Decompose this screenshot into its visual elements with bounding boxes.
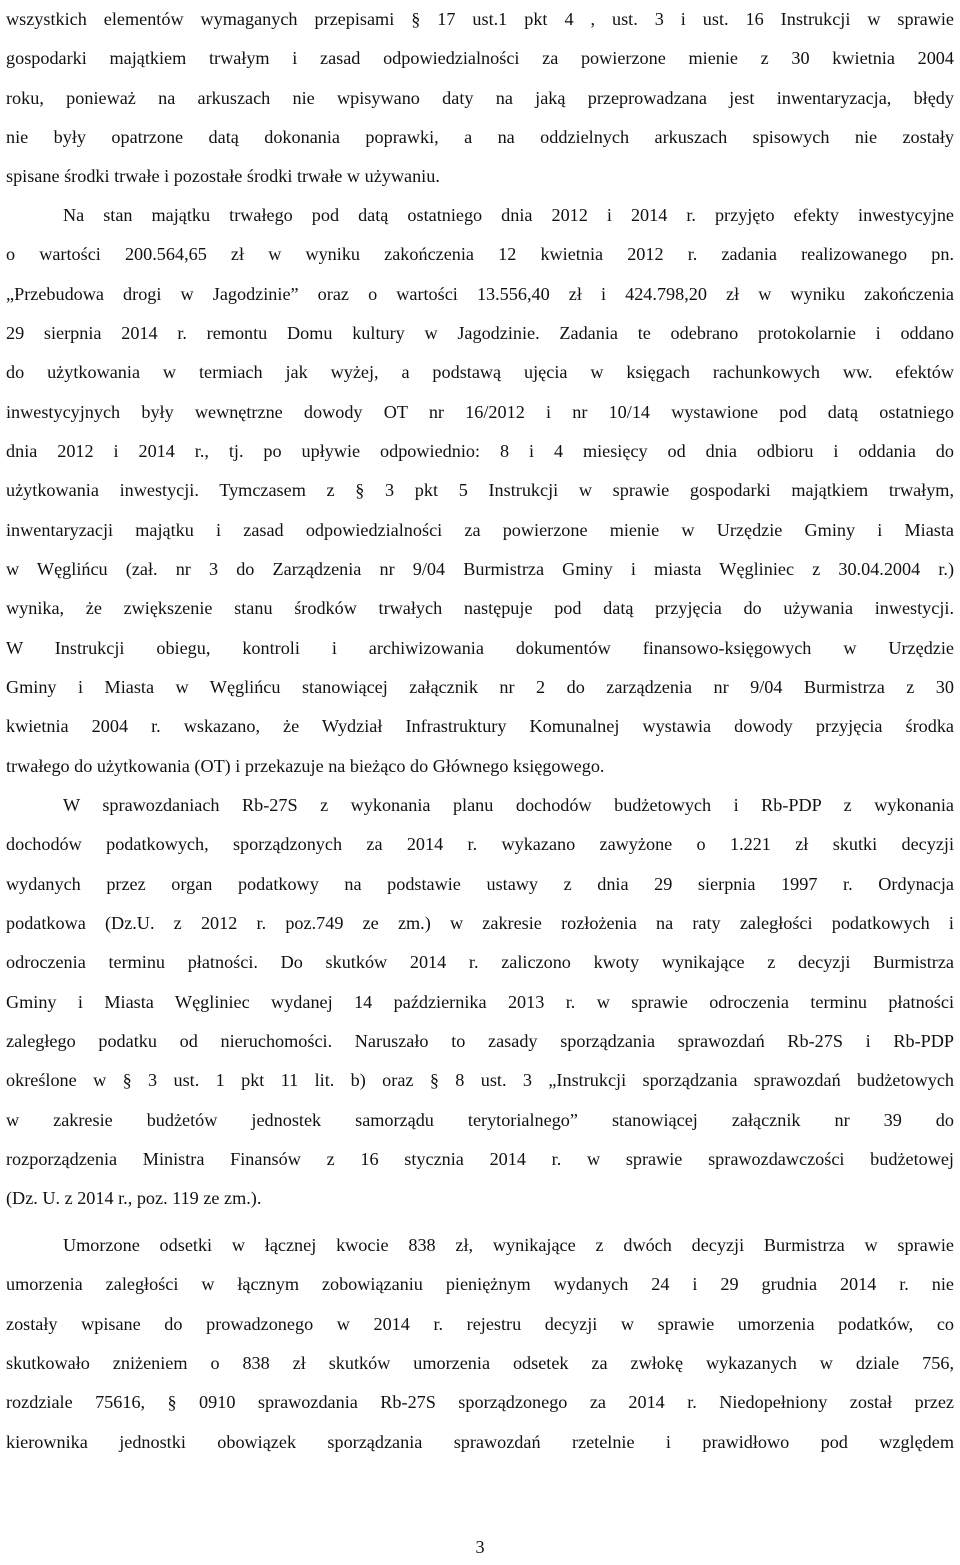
text-line: (Dz. U. z 2014 r., poz. 119 ze zm.). <box>6 1188 262 1209</box>
text-line: podatkowa (Dz.U. z 2012 r. poz.749 ze zm.) w zakresie rozłożenia na raty zaległości podatkowych i <box>6 913 954 934</box>
text-line: trwałego do użytkowania (OT) i przekazuje na bieżąco do Głównego księgowego. <box>6 755 605 776</box>
text-line: Gminy i Miasta Węgliniec wydanej 14 października 2013 r. w sprawie odroczenia terminu płatności <box>6 991 954 1012</box>
text-line: dochodów podatkowych, sporządzonych za 2014 r. wykazano zawyżone o 1.221 zł skutki decyzji <box>6 834 954 855</box>
text-line: inwentaryzacji majątku i zasad odpowiedzialności za powierzone mienie w Urzędzie Gminy i Miasta <box>6 519 954 540</box>
text-line: do użytkowania w termiach jak wyżej, a podstawą ujęcia w księgach rachunkowych ww. efektów <box>6 362 954 383</box>
text-line: dnia 2012 i 2014 r., tj. po upływie odpowiednio: 8 i 4 miesięcy od dnia odbioru i oddania do <box>6 441 954 462</box>
text-line: użytkowania inwestycji. Tymczasem z § 3 pkt 5 Instrukcji w sprawie gospodarki majątkiem trwałym, <box>6 480 954 501</box>
text-line: zostały wpisane do prowadzonego w 2014 r. rejestru decyzji w sprawie umorzenia podatków, co <box>6 1313 954 1334</box>
text-line: określone w § 3 ust. 1 pkt 11 lit. b) oraz § 8 ust. 3 „Instrukcji sporządzania sprawozdań budżetowych <box>6 1070 954 1091</box>
paragraph <box>6 0 954 197</box>
text-line: o wartości 200.564,65 zł w wyniku zakończenia 12 kwietnia 2012 r. zadania realizowanego pn. <box>6 244 954 265</box>
text-line: spisane środki trwałe i pozostałe środki trwałe w używaniu. <box>6 166 440 187</box>
text-line: skutkowało zniżeniem o 838 zł skutków umorzenia odsetek za zwłokę wykazanych w dziale 756, <box>6 1353 954 1374</box>
text-line: odroczenia terminu płatności. Do skutków 2014 r. zaliczono kwoty wynikające z decyzji Burmistrza <box>6 952 954 973</box>
text-line: 29 sierpnia 2014 r. remontu Domu kultury w Jagodzinie. Zadania te odebrano protokolarnie i oddano <box>6 323 954 344</box>
text-line: wynika, że zwiększenie stanu środków trwałych następuje pod datą przyjęcia do używania inwestycji. <box>6 598 954 619</box>
paragraph <box>6 196 954 786</box>
text-line: roku, ponieważ na arkuszach nie wpisywano daty na jaką przeprowadzana jest inwentaryzacja, błędy <box>6 87 954 108</box>
text-line: gospodarki majątkiem trwałym i zasad odpowiedzialności za powierzone mienie z 30 kwietnia 2004 <box>6 48 954 69</box>
text-line: wszystkich elementów wymaganych przepisami § 17 ust.1 pkt 4 , ust. 3 i ust. 16 Instrukcji w sprawie <box>6 9 954 29</box>
page-number: 3 <box>475 1537 485 1557</box>
text-line: „Przebudowa drogi w Jagodzinie” oraz o wartości 13.556,40 zł i 424.798,20 zł w wyniku zakończenia <box>6 283 954 304</box>
text-line: W Instrukcji obiegu, kontroli i archiwizowania dokumentów finansowo-księgowych w Urzędzie <box>6 637 954 658</box>
text-line: rozporządzenia Ministra Finansów z 16 stycznia 2014 r. w sprawie sprawozdawczości budżetowej <box>6 1149 954 1170</box>
text-line: inwestycyjnych były wewnętrzne dowody OT nr 16/2012 i nr 10/14 wystawione pod datą ostatniego <box>6 401 954 422</box>
paragraph <box>6 1226 954 1462</box>
text-line: nie były opatrzone datą dokonania poprawki, a na oddzielnych arkuszach spisowych nie zostały <box>6 127 954 148</box>
paragraph <box>6 786 954 1219</box>
text-line: W sprawozdaniach Rb-27S z wykonania planu dochodów budżetowych i Rb-PDP z wykonania <box>63 795 954 815</box>
text-line: Na stan majątku trwałego pod datą ostatniego dnia 2012 i 2014 r. przyjęto efekty inwestycyjne <box>63 205 954 225</box>
text-line: kwietnia 2004 r. wskazano, że Wydział Infrastruktury Komunalnej wystawia dowody przyjęcia środka <box>6 716 954 737</box>
text-line: Umorzone odsetki w łącznej kwocie 838 zł, wynikające z dwóch decyzji Burmistrza w sprawie <box>63 1235 954 1255</box>
text-line: umorzenia zaległości w łącznym zobowiązaniu pieniężnym wydanych 24 i 29 grudnia 2014 r. nie <box>6 1274 954 1295</box>
text-line: w Węglińcu (zał. nr 3 do Zarządzenia nr 9/04 Burmistrza Gminy i miasta Węgliniec z 30.04.2004 r.) <box>6 559 954 580</box>
text-line: rozdziale 75616, § 0910 sprawozdania Rb-27S sporządzonego za 2014 r. Niedopełniony został przez <box>6 1392 954 1413</box>
text-line: kierownika jednostki obowiązek sporządzania sprawozdań rzetelnie i prawidłowo pod względem <box>6 1431 954 1452</box>
text-line: wydanych przez organ podatkowy na podstawie ustawy z dnia 29 sierpnia 1997 r. Ordynacja <box>6 873 954 894</box>
text-line: w zakresie budżetów jednostek samorządu terytorialnego” stanowiącej załącznik nr 39 do <box>6 1109 954 1130</box>
text-line: zaległego podatku od nieruchomości. Naruszało to zasady sporządzania sprawozdań Rb-27S i Rb-PDP <box>6 1031 954 1052</box>
text-line: Gminy i Miasta w Węglińcu stanowiącej załącznik nr 2 do zarządzenia nr 9/04 Burmistrza z 30 <box>6 677 954 698</box>
